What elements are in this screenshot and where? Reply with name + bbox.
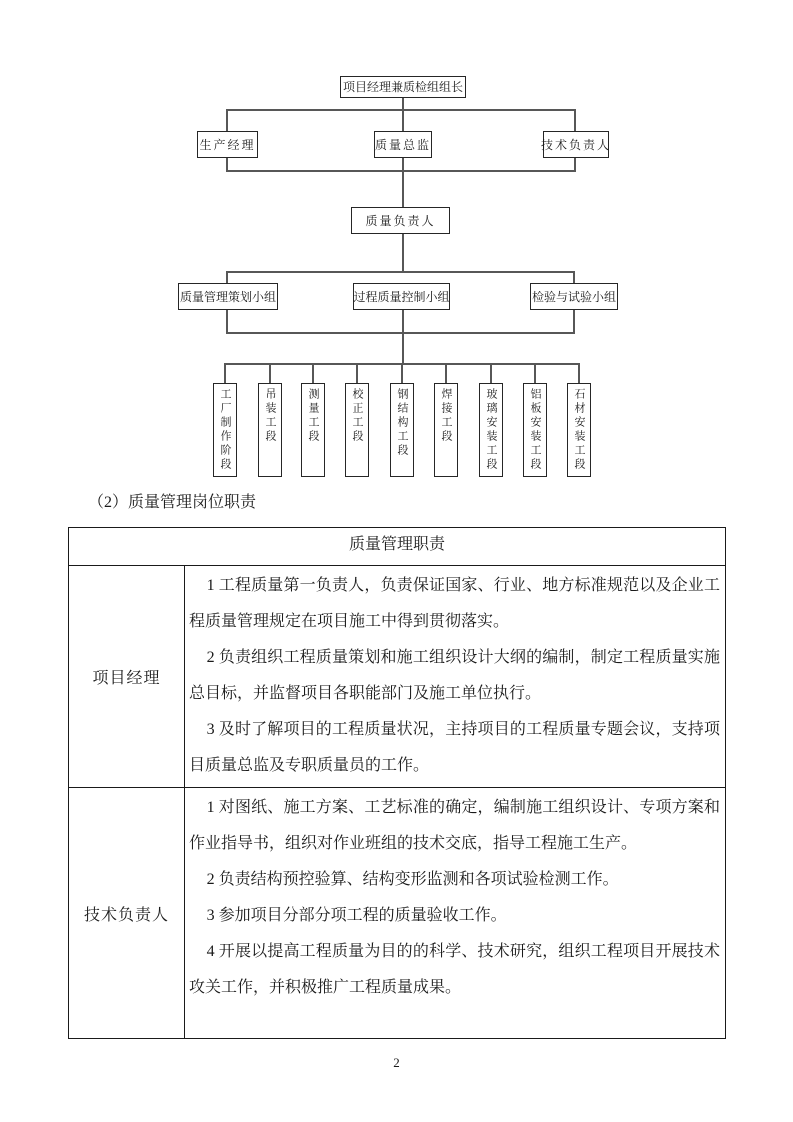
org-box-stone-install-section <box>567 383 591 477</box>
section-label: 测量工段 <box>307 388 319 444</box>
org-box-welding-section <box>434 383 458 477</box>
duty-paragraph: 1 工程质量第一负责人，负责保证国家、行业、地方标准规范以及企业工程质量管理规定在项目施工中得到贯彻落实。 <box>189 577 720 630</box>
org-box-alignment-section <box>345 383 369 477</box>
duty-paragraph: 3 参加项目分部分项工程的质量验收工作。 <box>206 907 507 924</box>
connector-line <box>402 310 404 363</box>
org-box-quality-planning-group: 质量管理策划小组 <box>178 283 278 310</box>
org-box-steel-structure-section <box>390 383 414 477</box>
org-box-quality-lead: 质量负责人 <box>351 207 450 234</box>
org-box-project-manager-leader: 项目经理兼质检组组长 <box>340 76 466 98</box>
org-box-production-manager: 生产经理 <box>197 131 258 158</box>
section-label: 吊装工段 <box>264 388 276 444</box>
page-number: 2 <box>393 1055 400 1070</box>
org-box-technical-lead: 技术负责人 <box>543 131 609 158</box>
org-box-process-control-group: 过程质量控制小组 <box>353 283 450 310</box>
connector-line <box>356 363 358 383</box>
section-label: 钢结构工段 <box>396 388 408 458</box>
org-box-survey-section <box>301 383 325 477</box>
org-box-factory-fabrication <box>213 383 237 477</box>
connector-line <box>402 234 404 271</box>
section-label: 焊接工段 <box>440 388 452 444</box>
quality-duty-table <box>68 527 726 1039</box>
org-box-glass-install-section <box>479 383 503 477</box>
section-label: 工厂制作阶段 <box>219 388 231 472</box>
org-box-hoisting-section <box>258 383 282 477</box>
duty-text-project-manager <box>185 566 725 787</box>
connector-line <box>445 363 447 383</box>
duty-paragraph: 3 及时了解项目的工程质量状况，主持项目的工程质量专题会议，支持项目质量总监及专职质量员的工作。 <box>189 721 720 774</box>
duty-paragraph: 2 负责结构预控验算、结构变形监测和各项试验检测工作。 <box>206 871 619 888</box>
table-header: 质量管理职责 <box>69 528 725 566</box>
section-label: 铝板安装工段 <box>529 388 541 472</box>
connector-line <box>534 363 536 383</box>
section-label: 石材安装工段 <box>573 388 585 472</box>
quality-org-chart <box>0 0 793 490</box>
connector-line <box>312 363 314 383</box>
connector-line <box>269 363 271 383</box>
role-label-project-manager: 项目经理 <box>69 566 185 787</box>
connector-line <box>490 363 492 383</box>
section-label: 校正工段 <box>351 388 363 444</box>
role-label-technical-lead: 技术负责人 <box>69 788 185 1038</box>
org-box-quality-director: 质量总监 <box>374 131 432 158</box>
duty-paragraph: 1 对图纸、施工方案、工艺标准的确定，编制施工组织设计、专项方案和作业指导书，组织对作业班组的技术交底，指导工程施工生产。 <box>189 799 720 852</box>
table-row <box>69 788 725 1038</box>
duty-text-technical-lead <box>185 788 725 1038</box>
org-box-inspection-test-group: 检验与试验小组 <box>530 283 618 310</box>
connector-line <box>578 363 580 383</box>
connector-line <box>224 363 226 383</box>
section-label: 玻璃安装工段 <box>485 388 497 472</box>
table-row <box>69 566 725 788</box>
section-heading: （2）质量管理岗位职责 <box>88 494 257 511</box>
connector-line <box>401 363 403 383</box>
duty-paragraph: 4 开展以提高工程质量为目的的科学、技术研究，组织工程项目开展技术攻关工作，并积极推广工程质量成果。 <box>189 943 720 996</box>
org-box-aluminum-panel-section <box>523 383 547 477</box>
duty-paragraph: 2 负责组织工程质量策划和施工组织设计大纲的编制，制定工程质量实施总目标，并监督项目各职能部门及施工单位执行。 <box>189 649 720 702</box>
